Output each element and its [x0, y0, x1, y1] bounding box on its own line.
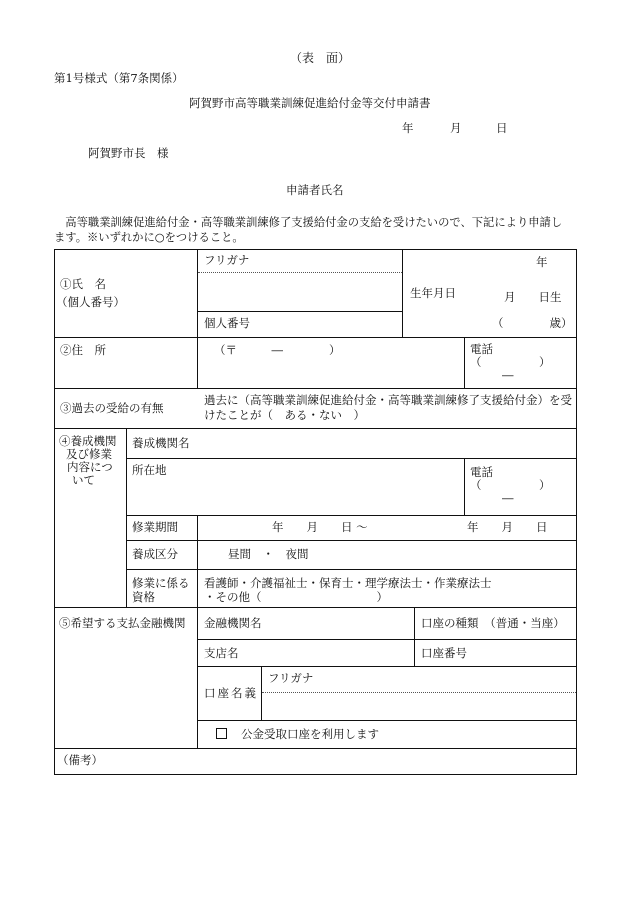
- address-phone-label: 電話: [470, 342, 493, 356]
- institution-label-4: いて: [72, 473, 95, 487]
- address-phone-dash: ―: [502, 368, 514, 382]
- past-receipt-text-2[interactable]: けたことが（ ある・ない ）: [204, 408, 365, 422]
- remarks-label: （備考）: [57, 753, 103, 767]
- bank-label: ⑤希望する支払金融機関: [59, 616, 186, 630]
- birth-year: 年: [536, 255, 548, 269]
- mynumber-label: 個人番号: [204, 316, 250, 330]
- holder-furigana-label: フリガナ: [268, 671, 314, 685]
- qualification-label-1: 修業に係る: [132, 576, 190, 590]
- intro-line-1: 高等職業訓練促進給付金・高等職業訓練修了支援給付金の支給を受けたいので、下記により申請し: [54, 216, 563, 229]
- address-phone-format[interactable]: （ ）: [470, 355, 551, 369]
- account-number-label: 口座番号: [421, 646, 467, 660]
- public-account-checkbox[interactable]: [216, 728, 227, 739]
- study-period-to[interactable]: 年 月 日: [467, 520, 548, 534]
- past-receipt-label: ③過去の受給の有無: [60, 401, 164, 415]
- name-label: ①氏 名: [60, 277, 106, 291]
- public-account-text: 公金受取口座を利用します: [241, 727, 379, 741]
- branch-label: 支店名: [204, 646, 239, 660]
- institution-label-1: ④養成機関: [59, 434, 117, 448]
- form-number: 第1号様式（第7条関係）: [54, 71, 184, 85]
- institution-label-3: 内容につ: [67, 460, 113, 474]
- mynumber-sub-label: （個人番号）: [56, 295, 125, 309]
- application-form-table: [54, 249, 577, 775]
- date-year: 年: [402, 121, 414, 135]
- form-title: 阿賀野市高等職業訓練促進給付金等交付申請書: [189, 96, 431, 110]
- institution-location-label: 所在地: [132, 463, 167, 477]
- qualification-options-1[interactable]: 看護師・介護福祉士・保育士・理学療法士・作業療法士: [204, 576, 492, 590]
- address-label: ②住 所: [60, 343, 106, 357]
- account-holder-label: 口座名義: [204, 686, 258, 700]
- postal-code[interactable]: （〒 ― ）: [214, 343, 341, 357]
- name-input[interactable]: [199, 274, 400, 310]
- training-category-label: 養成区分: [132, 547, 178, 561]
- account-type-label[interactable]: 口座の種類 （普通・当座）: [421, 616, 565, 630]
- applicant-name-label: 申請者氏名: [286, 183, 344, 197]
- birth-month-day: 月 日生: [504, 290, 562, 304]
- qualification-label-2: 資格: [132, 590, 155, 604]
- birth-date-label: 生年月日: [410, 286, 456, 300]
- institution-label-2: 及び修業: [66, 447, 112, 461]
- past-receipt-text-1: 過去に（高等職業訓練促進給付金・高等職業訓練修了支援給付金）を受: [204, 393, 572, 407]
- institution-phone-dash: ―: [502, 491, 514, 505]
- side-label: （表 面）: [290, 51, 351, 65]
- addressee: 阿賀野市長 様: [88, 146, 169, 160]
- date-month: 月: [450, 121, 462, 135]
- institution-phone-format[interactable]: （ ）: [470, 478, 551, 492]
- study-period-label: 修業期間: [132, 520, 178, 534]
- date-day: 日: [496, 121, 508, 135]
- institution-name-label: 養成機関名: [132, 436, 190, 450]
- bank-name-label: 金融機関名: [204, 616, 262, 630]
- qualification-options-2[interactable]: ・その他（ ）: [204, 590, 388, 604]
- intro-line-2: ます。※いずれかに○をつけること。: [54, 231, 244, 244]
- age: （ 歳）: [492, 316, 573, 330]
- study-period-from[interactable]: 年 月 日 ～: [272, 520, 368, 534]
- furigana-label: フリガナ: [204, 253, 250, 267]
- training-category-options[interactable]: 昼間 ・ 夜間: [228, 547, 309, 561]
- public-account-option[interactable]: [216, 727, 379, 742]
- institution-phone-label: 電話: [470, 465, 493, 479]
